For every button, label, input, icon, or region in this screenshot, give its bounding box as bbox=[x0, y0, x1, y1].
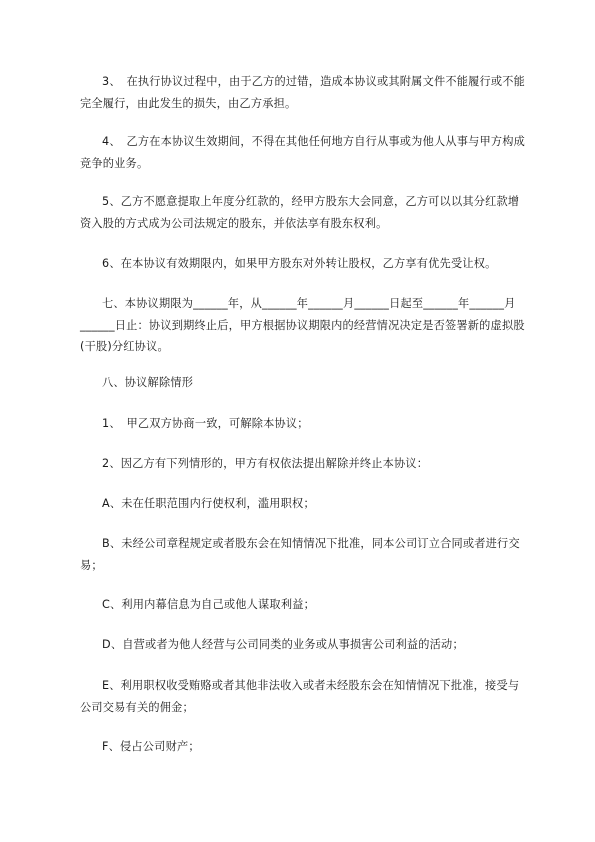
clause-4: 4、 乙方在本协议生效期间，不得在其他任何地方自行从事或为他人从事与甲方构成竞争的业务。 bbox=[80, 135, 526, 170]
item-d: D、自营或者为他人经营与公司同类的业务或从事损害公司利益的活动； bbox=[102, 638, 464, 651]
section-heading: 八、协议解除情形 bbox=[102, 376, 194, 389]
item-e: E、利用职权收受贿赂或者其他非法收入或者未经股东会在知情情况下批准，接受与公司交易有关的佣金； bbox=[80, 679, 520, 714]
item-2: 2、因乙方有下列情形的，甲方有权依法提出解除并终止本协议： bbox=[102, 457, 429, 470]
item-a: A、未在任职范围内行使权利，滥用职权； bbox=[102, 497, 315, 510]
item-1: 1、 甲乙双方协商一致，可解除本协议； bbox=[102, 417, 309, 430]
item-b: B、未经公司章程规定或者股东会在知情情况下批准，同本公司订立合同或者进行交易； bbox=[80, 537, 520, 572]
clause-3: 3、 在执行协议过程中，由于乙方的过错，造成本协议或其附属文件不能履行或不能完全履行，由此发生的损失，由乙方承担。 bbox=[80, 75, 526, 110]
clause-6: 6、在本协议有效期限内，如果甲方股东对外转让股权，乙方享有优先受让权。 bbox=[102, 257, 497, 270]
clause-seven: 七、本协议期限为______年，从______年______月______日起至______年______月______日止：协议到期终止后，甲方根据协议期限内的经营情况决定是否签署新的虚拟股(干股)分红协议。 bbox=[80, 297, 525, 353]
item-f: F、侵占公司财产； bbox=[102, 740, 200, 753]
clause-5: 5、乙方不愿意提取上年度分红款的，经甲方股东大会同意，乙方可以以其分红款增资入股的方式成为公司法规定的股东，并依法享有股东权利。 bbox=[80, 195, 520, 230]
item-c: C、利用内幕信息为自己或他人谋取利益； bbox=[102, 598, 315, 611]
